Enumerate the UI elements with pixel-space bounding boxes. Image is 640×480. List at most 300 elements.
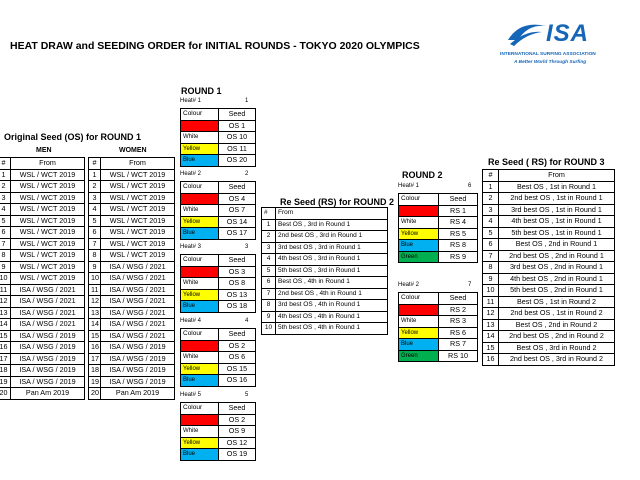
seed-number: 3: [89, 192, 101, 204]
heat-number: 7: [468, 282, 472, 288]
reseed-number: 10: [483, 285, 499, 297]
seed-number: 3: [0, 192, 11, 204]
reseed-source: Best OS , 4th in Round 1: [276, 277, 388, 289]
table-row: [89, 376, 175, 388]
seed-number: 10: [0, 273, 11, 285]
heat-row: [181, 155, 256, 167]
table-row: [483, 193, 615, 205]
seed-source: ISA / WSG / 2021: [101, 284, 175, 296]
seed-source: WSL / WCT 2019: [11, 250, 85, 262]
table-row: [483, 181, 615, 193]
col-from-header: From: [11, 158, 85, 170]
col-colour-header: Colour: [181, 329, 219, 341]
heat-row: [181, 437, 256, 449]
table-row: [89, 319, 175, 331]
seed-source: ISA / WSG / 2019: [11, 342, 85, 354]
table-row: [0, 376, 85, 388]
seed-cell: RS 5: [439, 228, 478, 240]
seed-source: ISA / WSG / 2019: [101, 376, 175, 388]
seed-source: WSL / WCT 2019: [101, 250, 175, 262]
col-colour-header: Colour: [399, 194, 439, 206]
heat-row: [181, 289, 256, 301]
table-row: [483, 204, 615, 216]
table-row: [0, 284, 85, 296]
seed-cell: RS 6: [439, 327, 478, 339]
colour-swatch: White: [399, 217, 439, 229]
seed-source: WSL / WCT 2019: [101, 204, 175, 216]
seed-source: ISA / WSG / 2021: [11, 296, 85, 308]
colour-swatch: Red: [181, 340, 219, 352]
seed-source: WSL / WCT 2019: [11, 215, 85, 227]
seed-source: ISA / WSG / 2019: [101, 365, 175, 377]
seed-source: WSL / WCT 2019: [11, 181, 85, 193]
reseed-source: Best OS , 2nd in Round 1: [499, 239, 615, 251]
reseed-source: 3rd best OS , 2nd in Round 1: [499, 262, 615, 274]
table-row: [89, 250, 175, 262]
seed-cell: OS 1: [219, 120, 256, 132]
reseed-number: 8: [483, 262, 499, 274]
table-row: [483, 239, 615, 251]
table-row: [483, 285, 615, 297]
seed-number: 15: [89, 330, 101, 342]
col-num-header: #: [0, 158, 11, 170]
heat-row: [181, 216, 256, 228]
seed-cell: OS 20: [219, 155, 256, 167]
seed-cell: OS 9: [219, 426, 256, 438]
heat-label: Heat# 2: [180, 171, 202, 177]
seed-source: WSL / WCT 2019: [101, 192, 175, 204]
colour-swatch: Yellow: [181, 143, 219, 155]
heat-number: 2: [245, 171, 249, 177]
col-seed-header: Seed: [219, 182, 256, 194]
table-row: [0, 204, 85, 216]
colour-swatch: White: [399, 316, 439, 328]
heat-row: [181, 278, 256, 290]
table-row: [262, 219, 388, 231]
seed-number: 5: [89, 215, 101, 227]
table-row: [89, 365, 175, 377]
heat-row: [181, 363, 256, 375]
seed-cell: OS 2: [219, 414, 256, 426]
reseed-r2-heading: Re Seed (RS) for ROUND 2: [280, 197, 395, 207]
col-from-header: From: [499, 170, 615, 182]
seed-cell: RS 9: [439, 251, 478, 263]
seed-number: 13: [89, 307, 101, 319]
table-row: [89, 238, 175, 250]
seed-source: ISA / WSG / 2019: [11, 353, 85, 365]
reseed-number: 9: [483, 273, 499, 285]
heat-row: [181, 340, 256, 352]
heat-table: [180, 402, 256, 461]
seed-source: Pan Am 2019: [101, 388, 175, 400]
colour-swatch: Red: [181, 414, 219, 426]
table-row: [483, 308, 615, 320]
reseed-source: 2nd best OS , 2nd in Round 1: [499, 250, 615, 262]
heat-row: [399, 339, 478, 351]
table-row: [262, 277, 388, 289]
seed-number: 4: [89, 204, 101, 216]
seed-source: ISA / WSG / 2021: [101, 307, 175, 319]
table-row: [0, 261, 85, 273]
women-seed-table: [88, 157, 175, 400]
table-row: [0, 215, 85, 227]
colour-swatch: Green: [399, 350, 439, 362]
seed-number: 8: [0, 250, 11, 262]
seed-number: 9: [89, 261, 101, 273]
colour-swatch: Red: [181, 120, 219, 132]
seed-cell: OS 8: [219, 278, 256, 290]
seed-cell: OS 2: [219, 340, 256, 352]
heat-table: [180, 181, 256, 240]
seed-number: 2: [89, 181, 101, 193]
seed-cell: RS 10: [439, 350, 478, 362]
table-row: [0, 330, 85, 342]
reseed-number: 6: [262, 277, 276, 289]
seed-number: 9: [0, 261, 11, 273]
heat-table: [180, 254, 256, 313]
col-seed-header: Seed: [219, 255, 256, 267]
heat-number: 1: [245, 98, 249, 104]
heat-row: [181, 426, 256, 438]
seed-number: 4: [0, 204, 11, 216]
table-row: [483, 342, 615, 354]
table-row: [0, 192, 85, 204]
logo-subtitle: INTERNATIONAL SURFING ASSOCIATION: [500, 52, 596, 57]
seed-number: 15: [0, 330, 11, 342]
col-num-header: #: [262, 208, 276, 220]
table-row: [262, 242, 388, 254]
reseed-number: 6: [483, 239, 499, 251]
seed-number: 12: [89, 296, 101, 308]
seed-number: 16: [0, 342, 11, 354]
table-row: [0, 273, 85, 285]
reseed-source: Best OS , 3rd in Round 1: [276, 219, 388, 231]
seed-number: 2: [0, 181, 11, 193]
seed-cell: OS 7: [219, 205, 256, 217]
heat-number: 3: [245, 244, 249, 250]
col-from-header: From: [276, 208, 388, 220]
round2-heading: ROUND 2: [402, 170, 443, 180]
seed-source: ISA / WSG / 2019: [11, 365, 85, 377]
table-row: [262, 231, 388, 243]
seed-cell: OS 6: [219, 352, 256, 364]
seed-source: ISA / WSG / 2019: [101, 353, 175, 365]
colour-swatch: Yellow: [181, 363, 219, 375]
colour-swatch: Yellow: [181, 216, 219, 228]
seed-number: 11: [89, 284, 101, 296]
table-row: [0, 296, 85, 308]
seed-source: ISA / WSG / 2021: [101, 296, 175, 308]
seed-number: 6: [89, 227, 101, 239]
colour-swatch: Yellow: [399, 228, 439, 240]
seed-number: 14: [89, 319, 101, 331]
seed-source: ISA / WSG / 2019: [11, 376, 85, 388]
heat-table: [180, 328, 256, 387]
heat-row: [399, 304, 478, 316]
seed-source: ISA / WSG / 2021: [101, 273, 175, 285]
reseed-source: 2nd best OS , 2nd in Round 2: [499, 331, 615, 343]
reseed-source: 4th best OS , 2nd in Round 1: [499, 273, 615, 285]
colour-swatch: Yellow: [181, 437, 219, 449]
table-row: [262, 254, 388, 266]
seed-number: 10: [89, 273, 101, 285]
heat-row: [181, 228, 256, 240]
reseed-source: 2nd best OS , 4th in Round 1: [276, 288, 388, 300]
reseed-source: 4th best OS , 3rd in Round 1: [276, 254, 388, 266]
reseed-r2-table: [261, 207, 388, 335]
seed-number: 19: [89, 376, 101, 388]
heat-row: [181, 120, 256, 132]
seed-cell: OS 12: [219, 437, 256, 449]
reseed-source: Best OS , 1st in Round 1: [499, 181, 615, 193]
seed-cell: OS 3: [219, 266, 256, 278]
seed-cell: OS 13: [219, 289, 256, 301]
table-row: [483, 250, 615, 262]
heat-table: [180, 108, 256, 167]
heat-row: [181, 352, 256, 364]
heat-table: [398, 292, 478, 362]
seed-source: Pan Am 2019: [11, 388, 85, 400]
colour-swatch: Yellow: [399, 327, 439, 339]
seed-cell: OS 15: [219, 363, 256, 375]
reseed-number: 14: [483, 331, 499, 343]
seed-cell: RS 7: [439, 339, 478, 351]
heat-row: [399, 327, 478, 339]
col-num-header: #: [483, 170, 499, 182]
heat-row: [181, 449, 256, 461]
seed-source: WSL / WCT 2019: [101, 169, 175, 181]
colour-swatch: White: [181, 352, 219, 364]
heat-label: Heat# 4: [180, 318, 202, 324]
heat-row: [181, 193, 256, 205]
heat-row: [399, 350, 478, 362]
colour-swatch: Green: [399, 251, 439, 263]
table-row: [89, 215, 175, 227]
reseed-number: 15: [483, 342, 499, 354]
table-row: [89, 181, 175, 193]
heat-row: [181, 266, 256, 278]
seed-source: ISA / WSG / 2021: [101, 319, 175, 331]
colour-swatch: Red: [399, 205, 439, 217]
col-colour-header: Colour: [181, 255, 219, 267]
colour-swatch: White: [181, 132, 219, 144]
seed-number: 17: [0, 353, 11, 365]
seed-cell: OS 14: [219, 216, 256, 228]
seed-number: 1: [0, 169, 11, 181]
colour-swatch: Blue: [181, 301, 219, 313]
seed-source: ISA / WSG / 2021: [11, 307, 85, 319]
table-row: [262, 288, 388, 300]
table-row: [0, 319, 85, 331]
col-seed-header: Seed: [219, 329, 256, 341]
reseed-number: 5: [262, 265, 276, 277]
table-row: [483, 354, 615, 366]
reseed-number: 1: [262, 219, 276, 231]
colour-swatch: Blue: [181, 375, 219, 387]
logo-text: ISA: [546, 20, 590, 47]
reseed-number: 8: [262, 300, 276, 312]
colour-swatch: Blue: [399, 240, 439, 252]
reseed-source: 5th best OS , 2nd in Round 1: [499, 285, 615, 297]
seed-cell: OS 17: [219, 228, 256, 240]
seed-source: WSL / WCT 2019: [101, 238, 175, 250]
seed-source: ISA / WSG / 2019: [101, 342, 175, 354]
table-row: [0, 307, 85, 319]
table-row: [89, 192, 175, 204]
heat-row: [181, 301, 256, 313]
men-label: MEN: [36, 147, 52, 154]
table-row: [89, 330, 175, 342]
col-seed-header: Seed: [439, 194, 478, 206]
col-colour-header: Colour: [181, 403, 219, 415]
seed-source: WSL / WCT 2019: [11, 204, 85, 216]
reseed-source: 2nd best OS , 3rd in Round 2: [499, 354, 615, 366]
reseed-source: 2nd best OS , 3rd in Round 1: [276, 231, 388, 243]
seed-number: 11: [0, 284, 11, 296]
colour-swatch: Blue: [181, 155, 219, 167]
colour-swatch: White: [181, 426, 219, 438]
colour-swatch: Red: [399, 304, 439, 316]
reseed-number: 4: [262, 254, 276, 266]
seed-number: 16: [89, 342, 101, 354]
col-seed-header: Seed: [219, 403, 256, 415]
reseed-source: Best OS , 1st in Round 2: [499, 296, 615, 308]
reseed-r3-table: [482, 169, 615, 366]
table-row: [89, 169, 175, 181]
colour-swatch: White: [181, 205, 219, 217]
seed-number: 1: [89, 169, 101, 181]
seed-cell: OS 10: [219, 132, 256, 144]
heat-row: [181, 132, 256, 144]
heat-row: [181, 375, 256, 387]
reseed-source: 5th best OS , 4th in Round 1: [276, 323, 388, 335]
heat-row: [399, 240, 478, 252]
heat-row: [399, 251, 478, 263]
heat-row: [181, 143, 256, 155]
table-row: [483, 262, 615, 274]
table-row: [0, 388, 85, 400]
reseed-source: 3rd best OS , 1st in Round 1: [499, 204, 615, 216]
table-row: [89, 227, 175, 239]
reseed-number: 1: [483, 181, 499, 193]
reseed-number: 3: [483, 204, 499, 216]
reseed-source: 4th best OS , 4th in Round 1: [276, 311, 388, 323]
seed-source: WSL / WCT 2019: [11, 169, 85, 181]
table-row: [262, 311, 388, 323]
table-row: [0, 169, 85, 181]
col-num-header: #: [89, 158, 101, 170]
seed-number: 18: [89, 365, 101, 377]
colour-swatch: Blue: [181, 449, 219, 461]
seed-number: 20: [89, 388, 101, 400]
seed-number: 6: [0, 227, 11, 239]
seed-source: WSL / WCT 2019: [101, 227, 175, 239]
col-from-header: From: [101, 158, 175, 170]
seed-cell: OS 11: [219, 143, 256, 155]
table-row: [89, 388, 175, 400]
reseed-number: 9: [262, 311, 276, 323]
reseed-number: 4: [483, 216, 499, 228]
colour-swatch: Yellow: [181, 289, 219, 301]
table-row: [262, 265, 388, 277]
table-row: [483, 296, 615, 308]
table-row: [89, 296, 175, 308]
colour-swatch: Blue: [399, 339, 439, 351]
seed-source: WSL / WCT 2019: [11, 261, 85, 273]
reseed-number: 5: [483, 227, 499, 239]
table-row: [89, 204, 175, 216]
seed-cell: OS 18: [219, 301, 256, 313]
colour-swatch: White: [181, 278, 219, 290]
reseed-source: 5th best OS , 3rd in Round 1: [276, 265, 388, 277]
col-colour-header: Colour: [181, 109, 219, 121]
table-row: [0, 353, 85, 365]
seed-cell: RS 4: [439, 217, 478, 229]
table-row: [0, 227, 85, 239]
seed-cell: RS 1: [439, 205, 478, 217]
seed-source: WSL / WCT 2019: [11, 238, 85, 250]
heat-row: [181, 205, 256, 217]
table-row: [0, 250, 85, 262]
col-seed-header: Seed: [219, 109, 256, 121]
reseed-number: 12: [483, 308, 499, 320]
colour-swatch: Blue: [181, 228, 219, 240]
table-row: [0, 238, 85, 250]
table-row: [262, 323, 388, 335]
seed-source: ISA / WSG / 2021: [101, 261, 175, 273]
table-row: [89, 342, 175, 354]
heat-number: 5: [245, 392, 249, 398]
seed-cell: OS 16: [219, 375, 256, 387]
colour-swatch: Red: [181, 193, 219, 205]
seed-number: 18: [0, 365, 11, 377]
reseed-source: 2nd best OS , 1st in Round 1: [499, 193, 615, 205]
seed-source: ISA / WSG / 2019: [11, 330, 85, 342]
table-row: [89, 353, 175, 365]
page-title: HEAT DRAW and SEEDING ORDER for INITIAL ROUNDS - TOKYO 2020 OLYMPICS: [10, 40, 420, 52]
seed-source: ISA / WSG / 2021: [101, 330, 175, 342]
seed-source: WSL / WCT 2019: [11, 273, 85, 285]
table-row: [0, 365, 85, 377]
seed-source: ISA / WSG / 2021: [11, 319, 85, 331]
seed-cell: RS 8: [439, 240, 478, 252]
table-row: [483, 216, 615, 228]
seed-number: 8: [89, 250, 101, 262]
seed-cell: OS 4: [219, 193, 256, 205]
seed-number: 20: [0, 388, 11, 400]
reseed-number: 3: [262, 242, 276, 254]
reseed-number: 16: [483, 354, 499, 366]
heat-label: Heat# 1: [180, 98, 202, 104]
reseed-number: 11: [483, 296, 499, 308]
seed-cell: RS 3: [439, 316, 478, 328]
men-seed-table: [0, 157, 85, 400]
table-row: [483, 227, 615, 239]
table-row: [483, 273, 615, 285]
seed-source: WSL / WCT 2019: [101, 181, 175, 193]
heat-label: Heat# 2: [398, 282, 420, 288]
heat-row: [399, 217, 478, 229]
reseed-source: Best OS , 2nd in Round 2: [499, 319, 615, 331]
heat-row: [181, 414, 256, 426]
heat-label: Heat# 1: [398, 183, 420, 189]
seed-source: WSL / WCT 2019: [11, 192, 85, 204]
table-row: [89, 261, 175, 273]
heat-row: [399, 205, 478, 217]
col-colour-header: Colour: [399, 293, 439, 305]
colour-swatch: Red: [181, 266, 219, 278]
table-row: [483, 331, 615, 343]
